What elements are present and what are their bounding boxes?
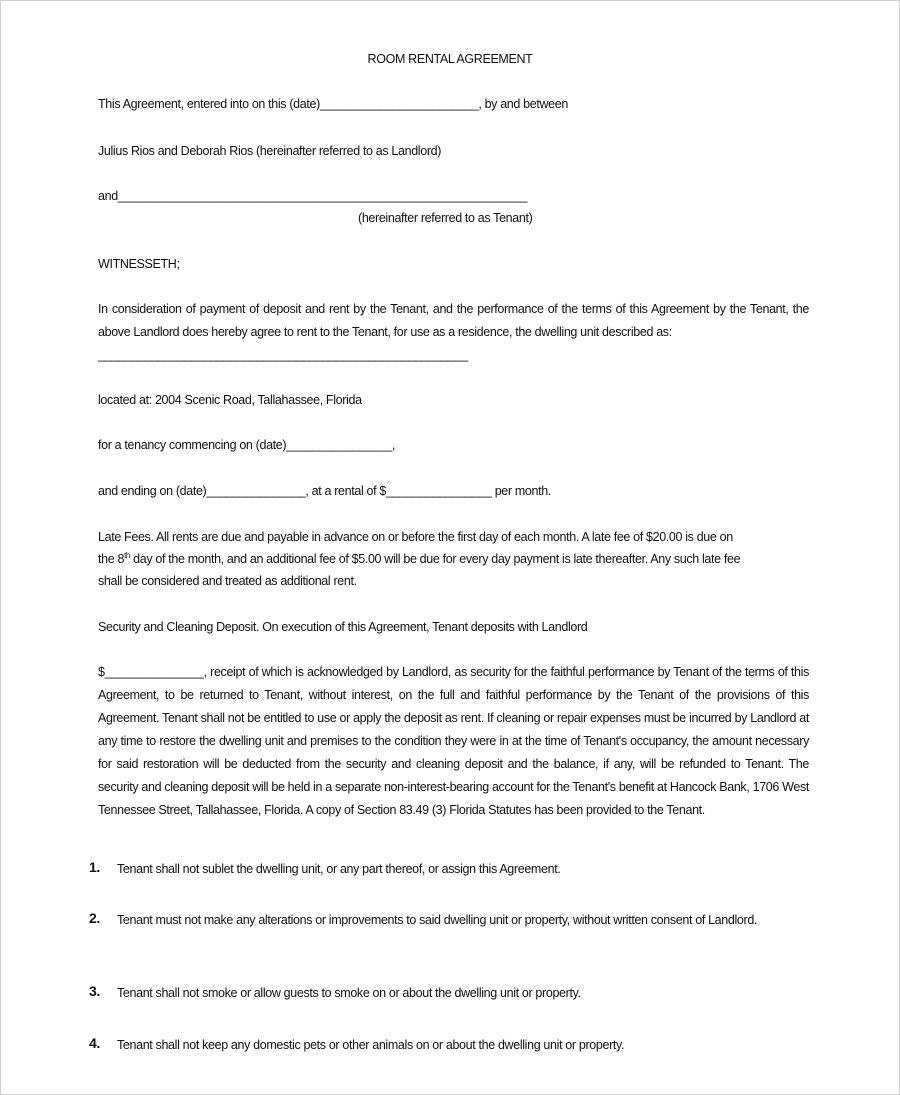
ordinal-suffix: th bbox=[124, 550, 131, 560]
consideration-paragraph bbox=[98, 298, 809, 367]
item-number: 3. bbox=[89, 983, 100, 999]
agreement-date-line: This Agreement, entered into on this (date)________________________, by and between bbox=[98, 97, 568, 111]
item-number: 4. bbox=[89, 1035, 100, 1051]
located-at-line: located at: 2004 Scenic Road, Tallahassee, Florida bbox=[98, 393, 362, 407]
late-fees-line-3: shall be considered and treated as additional rent. bbox=[98, 574, 357, 588]
tenancy-end-rental-line: and ending on (date)_______________, at a rental of $________________ per month. bbox=[98, 484, 551, 498]
security-deposit-paragraph bbox=[98, 661, 809, 822]
list-item: Tenant shall not keep any domestic pets or other animals on or about the dwelling unit or property. bbox=[117, 1038, 625, 1052]
late-fees-day: the 8 bbox=[98, 552, 125, 566]
late-fees-line-1: Late Fees. All rents are due and payable in advance on or before the first day of each month. A late fee of $20.00 is due on bbox=[98, 530, 733, 544]
document-title: ROOM RENTAL AGREEMENT bbox=[367, 52, 533, 66]
security-deposit-heading: Security and Cleaning Deposit. On execution of this Agreement, Tenant deposits with Landlord bbox=[98, 620, 588, 634]
item-number: 2. bbox=[89, 910, 100, 926]
dwelling-description-blank: ________________________________________________________ bbox=[98, 348, 468, 362]
tenant-reference-line: (hereinafter referred to as Tenant) bbox=[358, 211, 533, 225]
late-fees-rest: day of the month, and an additional fee of $5.00 will be due for every day payment is late thereafter. Any such late fee bbox=[130, 552, 741, 566]
security-deposit-text: $_______________, receipt of which is acknowledged by Landlord, as security for the faithful performance by Tenant of the terms of this Agreement, to be returned to Tenant, without interest, on the full and faithful performance by the Tenant of the provisions of this Agreement. Tenant shall not be entitled to use or apply the deposit as rent. If cleaning or repair expenses must be incurred by Landlord at any time to restore the dwelling unit and premises to the condition they were in at the time of Tenant's occupancy, the amount necessary for said restoration will be deducted from the security and cleaning deposit and the balance, if any, will be refunded to Tenant. The security and cleaning deposit will be held in a separate non-interest-bearing account for the Tenant's benefit at Hancock Bank, 1706 West Tennessee Street, Tallahassee, Florida. A copy of Section 83.49 (3) Florida Statutes has been provided to the Tenant. bbox=[98, 665, 809, 817]
tenant-name-line: and______________________________________________________________ bbox=[98, 189, 528, 203]
list-item: Tenant must not make any alterations or improvements to said dwelling unit or property, without written consent of Landlord. bbox=[117, 913, 758, 927]
tenancy-start-line: for a tenancy commencing on (date)________________, bbox=[98, 438, 395, 452]
item-number: 1. bbox=[89, 859, 100, 875]
list-item: Tenant shall not sublet the dwelling unit, or any part thereof, or assign this Agreement. bbox=[117, 862, 561, 876]
landlord-parties-line: Julius Rios and Deborah Rios (hereinafter referred to as Landlord) bbox=[98, 144, 442, 158]
late-fees-line-2 bbox=[98, 551, 740, 567]
witnesseth-heading: WITNESSETH; bbox=[98, 257, 180, 271]
list-item: Tenant shall not smoke or allow guests to smoke on or about the dwelling unit or property. bbox=[117, 986, 581, 1000]
consideration-text: In consideration of payment of deposit and rent by the Tenant, and the performance of the terms of this Agreement by the Tenant, the above Landlord does hereby agree to rent to the Tenant, for use as a residence, the dwelling unit described as: bbox=[98, 302, 809, 339]
